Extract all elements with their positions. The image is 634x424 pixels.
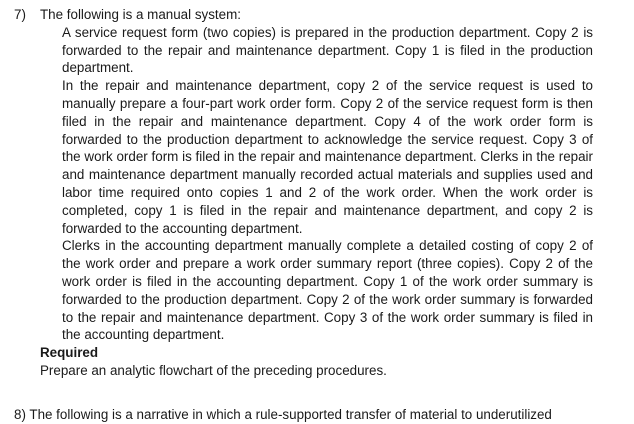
paragraph-repair-maintenance: In the repair and maintenance department, copy 2 of the service request is used to manually prepare a four-part work order form. Copy 2 of the service request form is then filed in the repair and maintenance department. Copy 4 of the work order form is forwarded to the production department to acknowledge the service request. Copy 3 of the work order form is filed in the repair and maintenance department. Clerks in the repair and maintenance department manually recorded actual materials and supplies used and labor time required onto copies 1 and 2 of the work order. When the work order is completed, copy 1 is filed in the repair and maintenance department, and copy 2 is forwarded to the accounting department. xyxy=(62,78,593,236)
question-intro: The following is a manual system: xyxy=(40,7,241,22)
next-question-cutoff: 8) The following is a narrative in which a rule-supported transfer of material to underutilized xyxy=(14,407,552,422)
required-text: Prepare an analytic flowchart of the preceding procedures. xyxy=(40,362,387,378)
question-number: 7) xyxy=(14,7,26,22)
paragraph-service-request: A service request form (two copies) is prepared in the production department. Copy 2 is forwarded to the repair and maintenance department. Copy 1 is filed in the production department. xyxy=(62,24,593,76)
required-label: Required xyxy=(40,345,99,361)
paragraph-accounting: Clerks in the accounting department manually complete a detailed costing of copy 2 of the work order and prepare a work order summary report (three copies). Copy 2 of the work order is filed in the accounting department. Copy 1 of the work order summary is forwarded to the production department. Copy 2 of the work order summary is forwarded to the repair and maintenance department. Copy 3 of the work order summary is filed in the accounting department. xyxy=(62,238,593,343)
question-header xyxy=(14,6,614,24)
question-7 xyxy=(14,6,614,380)
